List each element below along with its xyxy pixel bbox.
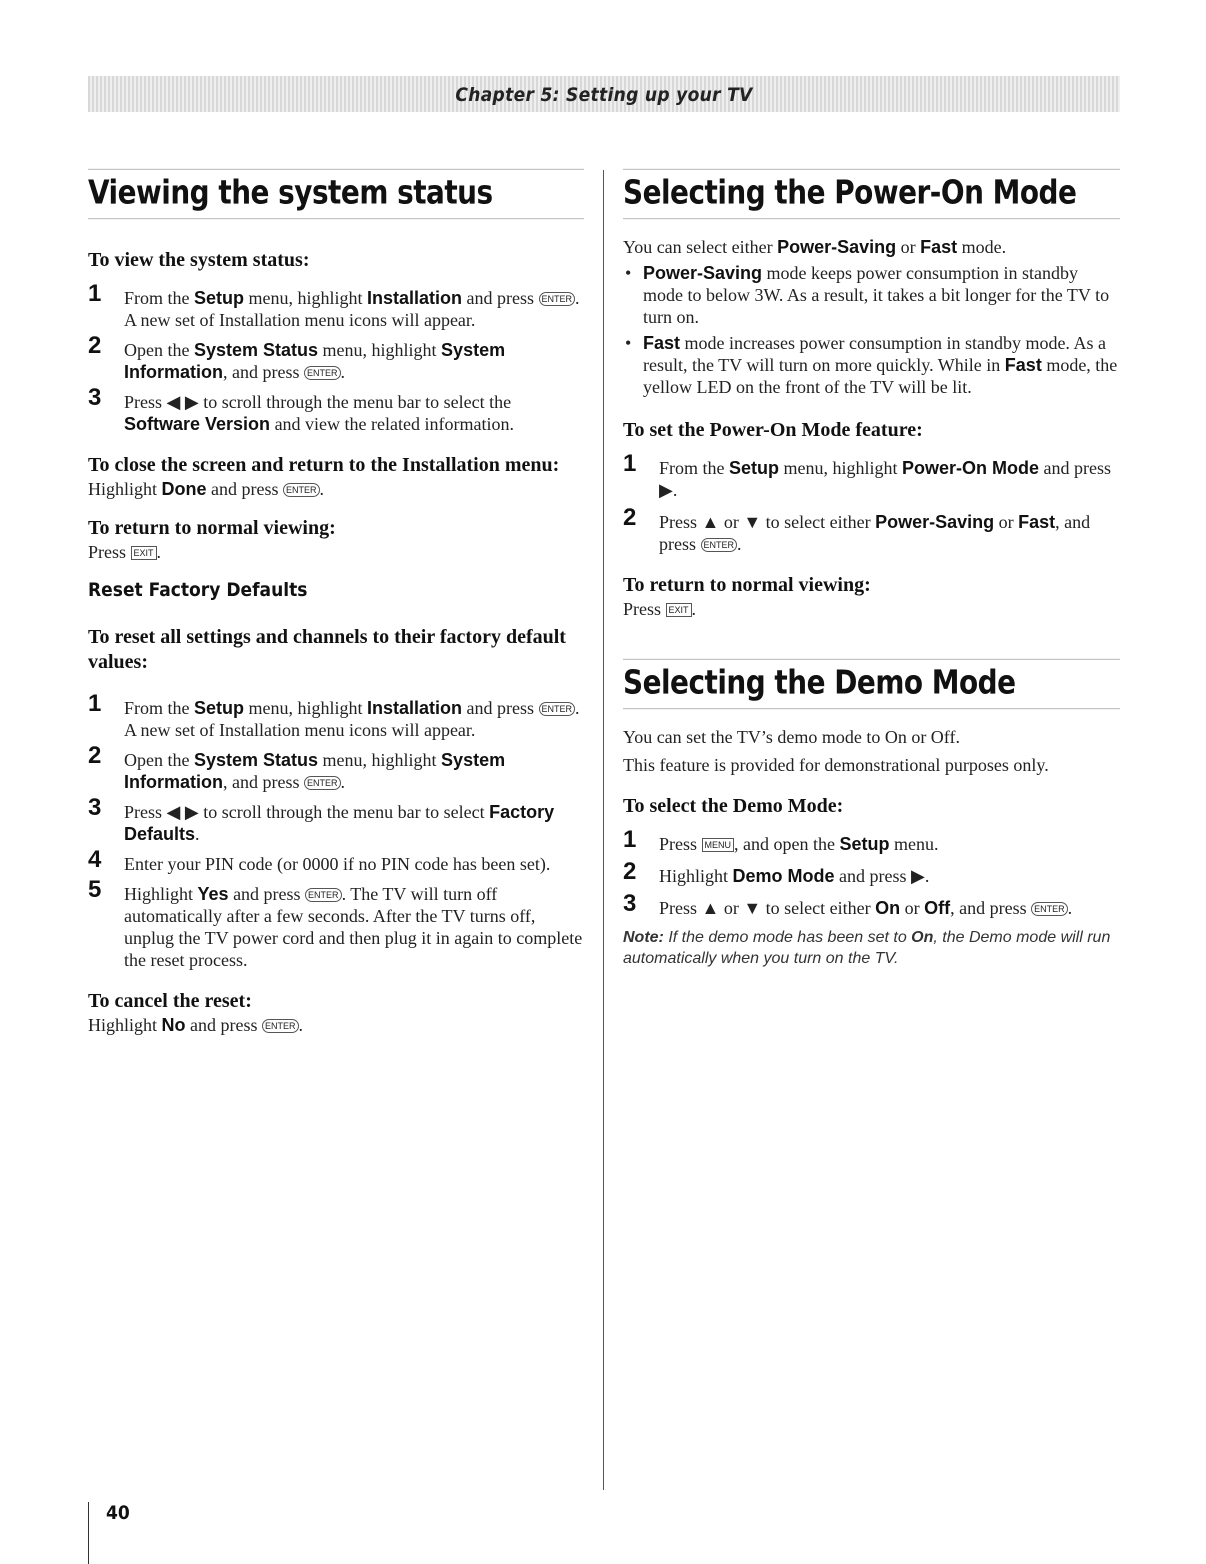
step-number: 1 xyxy=(88,280,102,307)
bullet-fast: • Fast mode increases power consumption in standby mode. As a result, the TV will turn on more quickly. While in Fast mode, the yellow LED on the front of the TV will be lit. xyxy=(625,333,1118,397)
reset-step-5: 5 Highlight Yes and press ENTER . The TV will turn off automatically after a few seconds. After the TV turns off, unplug the TV power cord and then plug it in again to complete the reset process. xyxy=(88,876,583,970)
step-number: 4 xyxy=(88,846,102,873)
step-number: 1 xyxy=(623,450,637,477)
power-step-2: 2 Press ▲ or ▼ to select either Power-Saving or Fast, and press ENTER . xyxy=(623,504,1091,554)
step-number: 5 xyxy=(88,876,102,903)
demo-paragraph-1: You can set the TV’s demo mode to On or Off. xyxy=(623,727,960,747)
return-normal-text-right: Press EXIT . xyxy=(623,599,697,619)
power-intro: You can select either Power-Saving or Fast mode. xyxy=(623,237,1007,257)
enter-button-icon: ENTER xyxy=(304,366,341,380)
step-number: 2 xyxy=(623,504,637,531)
page-number: 40 xyxy=(106,1502,130,1524)
enter-button-icon: ENTER xyxy=(701,538,738,552)
bullet-dot-icon: • xyxy=(625,263,632,283)
reset-factory-subtitle: Reset Factory Defaults xyxy=(88,579,308,601)
demo-step-2: 2 Highlight Demo Mode and press ▶. xyxy=(623,858,930,886)
cancel-reset-heading: To cancel the reset: xyxy=(88,990,252,1012)
demo-step-1: 1 Press MENU , and open the Setup menu. xyxy=(623,826,939,854)
reset-step-1: 1 From the Setup menu, highlight Installation and press ENTER . A new set of Installation menu icons will appear. xyxy=(88,690,580,740)
step-number: 1 xyxy=(88,690,102,717)
return-normal-heading: To return to normal viewing: xyxy=(88,517,336,539)
section-title-system-status: Viewing the system status xyxy=(88,169,584,219)
enter-button-icon: ENTER xyxy=(283,483,320,497)
bullet-dot-icon: • xyxy=(625,333,632,353)
step-number: 1 xyxy=(623,826,637,853)
section-title-demo-mode: Selecting the Demo Mode xyxy=(623,659,1120,709)
view-step-1: 1 From the Setup menu, highlight Installation and press ENTER . A new set of Installation menu icons will appear. xyxy=(88,280,580,330)
enter-button-icon: ENTER xyxy=(262,1019,299,1033)
select-demo-heading: To select the Demo Mode: xyxy=(623,795,844,817)
down-arrow-icon: ▼ xyxy=(743,898,762,918)
bullet-power-saving: • Power-Saving mode keeps power consumption in standby mode to below 3W. As a result, it takes a bit longer for the TV to turn on. xyxy=(625,263,1110,327)
reset-heading: To reset all settings and channels to their factory default values: xyxy=(88,626,566,673)
reset-step-3: 3 Press ◀ ▶ to scroll through the menu bar to select Factory Defaults. xyxy=(88,794,555,844)
right-arrow-icon: ▶ xyxy=(911,866,925,886)
return-normal-heading-right: To return to normal viewing: xyxy=(623,574,871,596)
left-column xyxy=(88,170,584,1036)
demo-paragraph-2: This feature is provided for demonstrational purposes only. xyxy=(623,755,1049,775)
view-step-3: 3 Press ◀ ▶ to scroll through the menu bar to select the Software Version and view the related information. xyxy=(88,384,514,434)
chapter-title: Chapter 5: Setting up your TV xyxy=(455,84,753,106)
step-number: 2 xyxy=(88,742,102,769)
view-step-2: 2 Open the System Status menu, highlight System Information, and press ENTER . xyxy=(88,332,506,382)
step-number: 3 xyxy=(88,794,102,821)
close-screen-text: Highlight Done and press ENTER . xyxy=(88,479,325,499)
power-step-1: 1 From the Setup menu, highlight Power-On Mode and press ▶. xyxy=(623,450,1112,500)
menu-button-icon: MENU xyxy=(702,838,735,852)
note-label: Note: xyxy=(623,929,664,946)
step-number: 3 xyxy=(88,384,102,411)
left-right-arrows-icon: ◀ ▶ xyxy=(166,802,199,822)
right-column xyxy=(623,170,1120,969)
return-normal-text: Press EXIT . xyxy=(88,542,162,562)
enter-button-icon: ENTER xyxy=(1031,902,1068,916)
step-number: 2 xyxy=(88,332,102,359)
left-right-arrows-icon: ◀ ▶ xyxy=(166,392,199,412)
cancel-reset-text: Highlight No and press ENTER . xyxy=(88,1015,304,1035)
exit-button-icon: EXIT xyxy=(666,603,692,617)
step-number: 3 xyxy=(623,890,637,917)
enter-button-icon: ENTER xyxy=(539,292,576,306)
enter-button-icon: ENTER xyxy=(539,702,576,716)
down-arrow-icon: ▼ xyxy=(743,512,762,532)
enter-button-icon: ENTER xyxy=(304,776,341,790)
section-title-power-on: Selecting the Power-On Mode xyxy=(623,169,1120,219)
reset-step-4: 4 Enter your PIN code (or 0000 if no PIN code has been set). xyxy=(88,846,551,874)
right-arrow-icon: ▶ xyxy=(659,480,673,500)
chapter-header-bar xyxy=(88,76,1120,112)
page-number-rule xyxy=(88,1502,89,1564)
reset-step-2: 2 Open the System Status menu, highlight System Information, and press ENTER . xyxy=(88,742,506,792)
enter-button-icon: ENTER xyxy=(305,888,342,902)
view-status-heading: To view the system status: xyxy=(88,249,310,271)
up-arrow-icon: ▲ xyxy=(701,512,720,532)
demo-note: Note: If the demo mode has been set to On, the Demo mode will run automatically when you turn on the TV. xyxy=(623,929,1111,967)
exit-button-icon: EXIT xyxy=(131,546,157,560)
demo-step-3: 3 Press ▲ or ▼ to select either On or Off, and press ENTER . xyxy=(623,890,1073,918)
column-divider xyxy=(603,170,604,1490)
close-screen-heading: To close the screen and return to the Installation menu: xyxy=(88,454,560,476)
set-power-on-heading: To set the Power-On Mode feature: xyxy=(623,419,923,441)
step-number: 2 xyxy=(623,858,637,885)
up-arrow-icon: ▲ xyxy=(701,898,720,918)
